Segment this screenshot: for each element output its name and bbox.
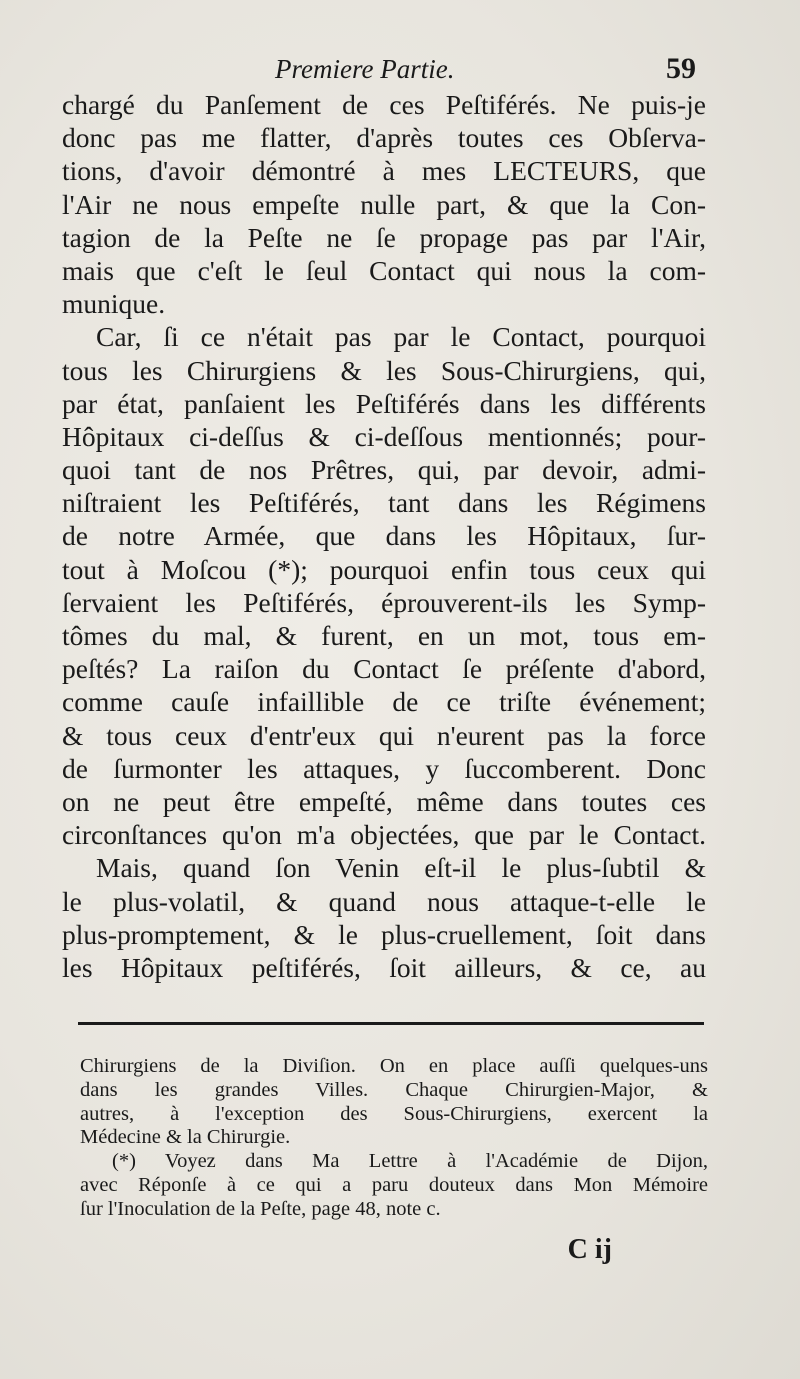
footnote-divider	[78, 1022, 704, 1025]
text-line: le plus-volatil, & quand nous attaque-t-elle le	[62, 885, 706, 917]
text-line: plus-promptement, & le plus-cruellement, ſoit dans	[62, 918, 706, 950]
text-line: Car, ſi ce n'était pas par le Contact, pourquoi	[96, 321, 706, 353]
footnote-line: ſur l'Inoculation de la Peſte, page 48, note c.	[80, 1197, 441, 1220]
text-line: Mais, quand ſon Venin eſt-il le plus-ſubtil &	[96, 852, 706, 884]
text-line: de notre Armée, que dans les Hôpitaux, ſur-	[62, 520, 706, 552]
text-line: munique.	[62, 288, 166, 320]
footnote-line: avec Réponſe à ce qui a paru douteux dans Mon Mémoire	[80, 1173, 708, 1196]
text-line: mais que c'eſt le ſeul Contact qui nous la com-	[62, 254, 706, 286]
text-line: de ſurmonter les attaques, y ſuccomberent. Donc	[62, 752, 706, 784]
footnote-line: (*) Voyez dans Ma Lettre à l'Académie de Dijon,	[112, 1150, 708, 1173]
text-line: tômes du mal, & furent, en un mot, tous em-	[62, 620, 706, 651]
text-line: tous les Chirurgiens & les Sous-Chirurgiens, qui,	[62, 354, 706, 386]
footnote-line: dans les grandes Villes. Chaque Chirurgien-Major, &	[80, 1078, 708, 1101]
footnote-line: Médecine & la Chirurgie.	[80, 1126, 291, 1149]
text-line: comme cauſe infaillible de ce triſte événement;	[62, 686, 706, 718]
signature-mark: C ij	[567, 1234, 612, 1265]
text-line: quoi tant de nos Prêtres, qui, par devoir, admi-	[62, 454, 706, 486]
footnote-line: autres, à l'exception des Sous-Chirurgiens, exercent la	[80, 1102, 708, 1125]
text-line: niſtraient les Peſtiférés, tant dans les Régimens	[62, 487, 706, 519]
text-line: l'Air ne nous empeſte nulle part, & que la Con-	[62, 188, 706, 220]
text-line: tions, d'avoir démontré à mes LECTEURS, que	[62, 155, 706, 187]
text-line: donc pas me flatter, d'après toutes ces Obſerva-	[62, 122, 706, 154]
text-line: tagion de la Peſte ne ſe propage pas par l'Air,	[62, 221, 706, 253]
main-text	[62, 88, 706, 984]
page-header	[60, 50, 700, 90]
page-number: 59	[666, 52, 696, 85]
text-line: circonſtances qu'on m'a objectées, que par le Contact.	[62, 819, 706, 851]
footnote-line: Chirurgiens de la Diviſion. On en place auſſi quelques-uns	[80, 1055, 708, 1077]
text-line: & tous ceux d'entr'eux qui n'eurent pas la force	[62, 719, 706, 751]
text-line: on ne peut être empeſté, même dans toutes ces	[62, 785, 706, 817]
text-line: les Hôpitaux peſtiférés, ſoit ailleurs, & ce, au	[62, 951, 706, 983]
text-line: peſtés? La raiſon du Contact ſe préſente d'abord,	[62, 653, 706, 685]
text-line: ſervaient les Peſtiférés, éprouverent-ils les Symp-	[62, 586, 706, 618]
text-line: par état, panſaient les Peſtiférés dans les différents	[62, 387, 706, 419]
text-line: tout à Moſcou (*); pourquoi enfin tous ceux qui	[62, 553, 706, 585]
footnotes	[80, 1055, 708, 1222]
text-line: chargé du Panſement de ces Peſtiférés. Ne puis-je	[62, 89, 706, 120]
running-title: Premiere Partie.	[275, 54, 455, 84]
text-line: Hôpitaux ci-deſſus & ci-deſſous mentionnés; pour-	[62, 420, 706, 452]
